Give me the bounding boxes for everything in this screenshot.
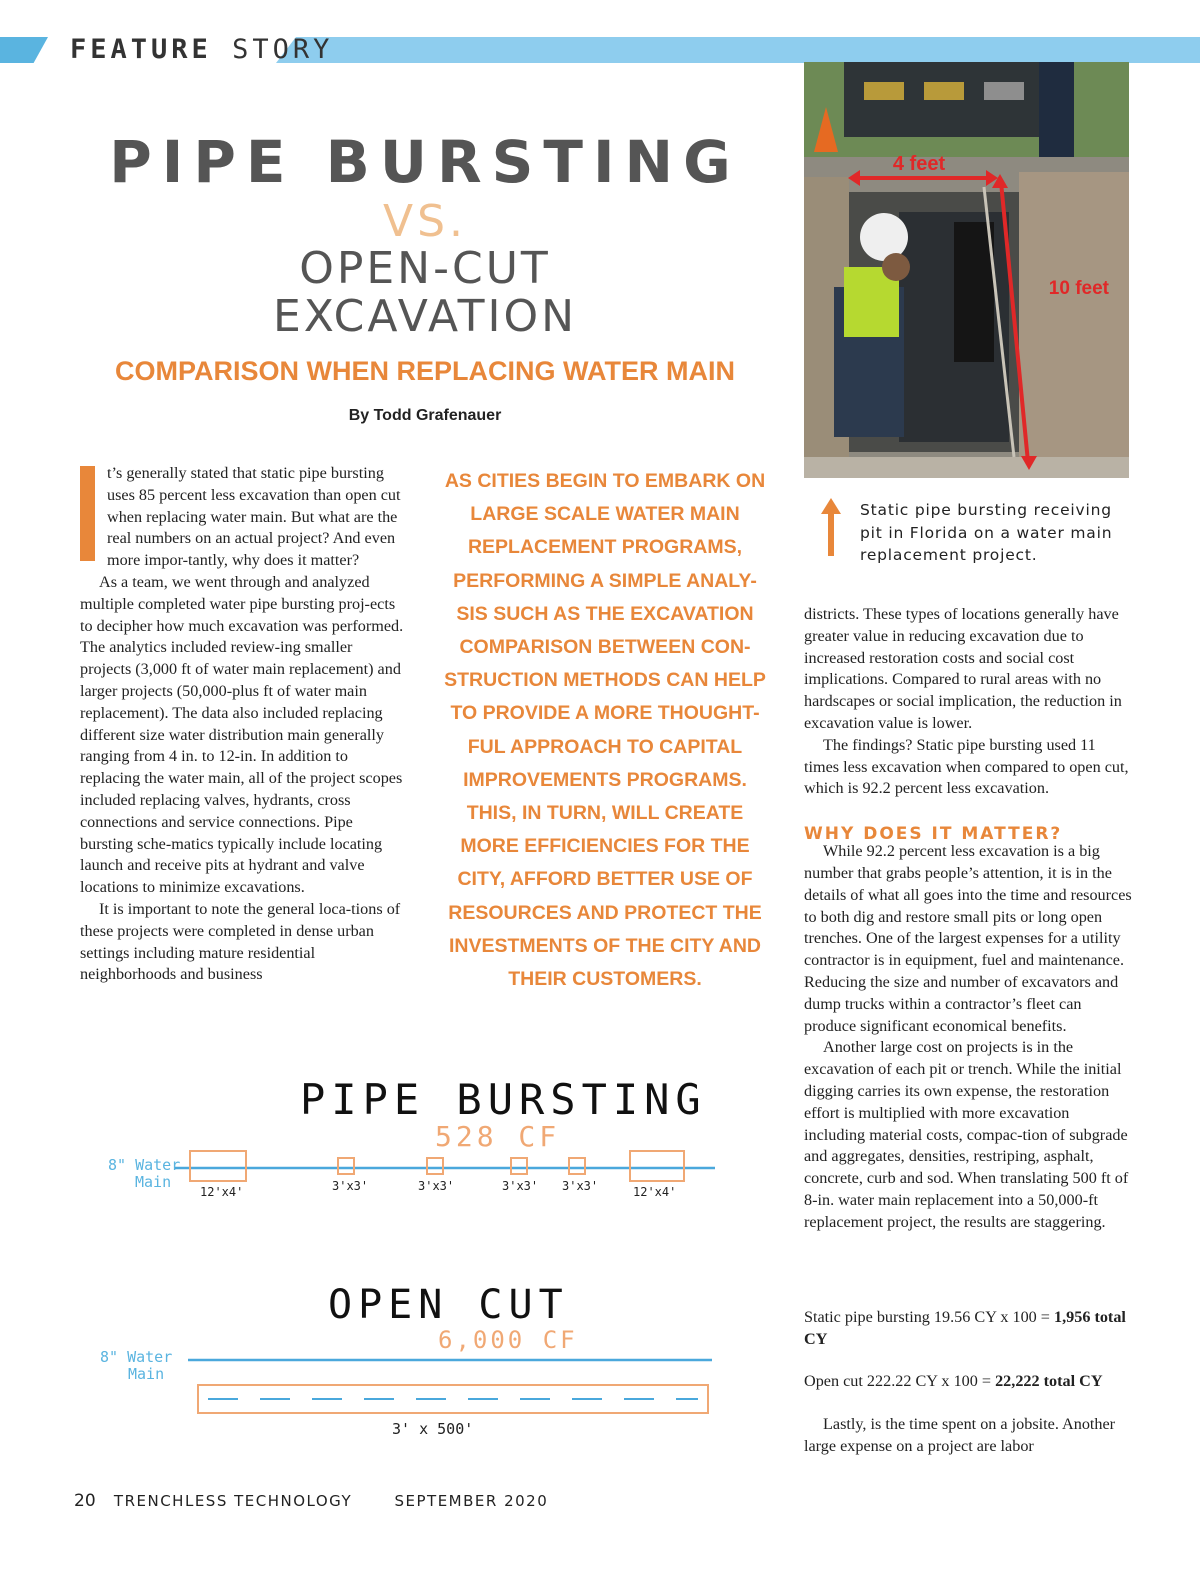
headline-main: PIPE BURSTING (109, 128, 741, 196)
pit-dimension: 3'x3' (418, 1179, 455, 1193)
photo-label-width: 4 feet (892, 153, 946, 175)
issue-date: SEPTEMBER 2020 (394, 1492, 549, 1510)
pit-dimension: 3'x3' (332, 1179, 369, 1193)
subtitle: COMPARISON WHEN REPLACING WATER MAIN (115, 356, 735, 386)
excavation-photo (804, 62, 1129, 478)
pit-dimension: 12'x4' (200, 1185, 244, 1199)
trench-dimension: 3' x 500' (392, 1420, 474, 1438)
article-column-1 (80, 463, 404, 986)
calc-total: 1,956 total CY (804, 1308, 1126, 1348)
pit (427, 1158, 443, 1174)
paragraph: It is important to note the general loca-tions of these projects were completed in dense urban settings including mature residential neighborhoods and business (80, 899, 401, 984)
pit (190, 1151, 246, 1181)
article-column-3-end (804, 1414, 1134, 1458)
paragraph: As a team, we went through and analyzed multiple completed water pipe bursting proj-ects to decipher how much excavation was performed. The analytics included review-ing smaller projects (3,000 ft of water main replacement) and larger projects (50,000-plus ft of water main replacement). The data also included replacing different size water distribution main generally ranging from 4 in. to 12-in. In addition to replacing the water main, all of the project scopes included replacing valves, hydrants, cross connections and service connections. Pipe bursting sche-matics typically include locating launch and receive pits at hydrant and valve locations to minimize excavations. (80, 572, 404, 897)
section-heading: WHY DOES IT MATTER? (804, 824, 1063, 844)
header-band-left (0, 37, 48, 63)
pit-dimension: 3'x3' (502, 1179, 539, 1193)
section-label-light: STORY (232, 34, 334, 65)
diagram-volume-open-cut: 6,000 CF (438, 1326, 578, 1354)
diagram-title-open-cut: OPEN CUT (328, 1282, 569, 1328)
section-label (70, 34, 333, 65)
headline-vs: VS. (382, 196, 467, 247)
page-number: 20 (74, 1491, 96, 1511)
paragraph: Another large cost on projects is in the excavation of each pit or trench. While the initial digging carries its own expense, the restoration effort is multiplied with more excavation including material costs, compac-tion of subgrade and aggregates, densities, restriping, asphalt, concrete, curb and sod. When translating 500 ft of 8-in. water main replacement into a 50,000-ft replacement project, the results are staggering. (804, 1038, 1129, 1231)
calculation-open-cut (804, 1371, 1134, 1393)
photo-caption: Static pipe bursting receiving pit in Florida on a water main replacement project. (860, 501, 1113, 564)
headline-secondary (80, 245, 770, 341)
drop-cap (80, 466, 95, 561)
up-arrow-icon (820, 498, 842, 560)
pit (338, 1158, 354, 1174)
headline-line2: OPEN-CUT (299, 243, 551, 294)
headline-line3: EXCAVATION (272, 291, 578, 342)
article-column-3 (804, 604, 1134, 1234)
pit-dimension: 3'x3' (562, 1179, 599, 1193)
pit (569, 1158, 585, 1174)
paragraph: t’s generally stated that static pipe bursting uses 85 percent less excavation than open cut when replacing water main. But what are the real numbers on an actual project? And even more impor-tantly, why does it matter? (107, 464, 401, 570)
calc-text: Open cut 222.22 CY x 100 = (804, 1372, 996, 1390)
calculation-pipe-bursting (804, 1307, 1134, 1351)
diagram-title-pipe-bursting: PIPE BURSTING (300, 1075, 707, 1124)
paragraph: While 92.2 percent less excavation is a big number that grabs people’s attention, it is in the details of what all goes into the time and resources to both dig and restore small pits or long open trenches. One of the largest expenses for a utility contractor is in equipment, fuel and maintenance. Reducing the size and number of excavators and dump trucks within a contractor’s fleet can produce significant economical benefits. (804, 842, 1132, 1035)
excavation-diagram (90, 1050, 770, 1450)
page-footer (74, 1491, 548, 1511)
water-main-label: Main (128, 1365, 165, 1383)
diagram-volume-pipe-bursting: 528 CF (435, 1120, 561, 1153)
pit-dimension: 12'x4' (633, 1185, 677, 1199)
byline: By Todd Grafenauer (348, 407, 502, 424)
publication-name: TRENCHLESS TECHNOLOGY (113, 1492, 353, 1510)
header-band-right (276, 37, 1200, 63)
paragraph: The findings? Static pipe bursting used 11 times less excavation when compared to open cut, which is 92.2 percent less excavation. (804, 735, 1129, 798)
water-main-label: 8" Water (108, 1156, 181, 1174)
water-main-label: 8" Water (100, 1348, 173, 1366)
paragraph: Lastly, is the time spent on a jobsite. Another large expense on a project are labor (804, 1415, 1116, 1455)
section-label-bold: FEATURE (70, 34, 212, 65)
calc-total: 22,222 total CY (995, 1372, 1103, 1390)
pit (511, 1158, 527, 1174)
water-main-label: Main (135, 1173, 172, 1191)
calc-text: Static pipe bursting 19.56 CY x 100 = (804, 1308, 1054, 1326)
pit (630, 1151, 684, 1181)
photo-label-depth: 10 feet (1048, 278, 1109, 299)
pull-quote: AS CITIES BEGIN TO EMBARK ON LARGE SCALE WATER MAIN REPLACEMENT PROGRAMS, PERFORMING A SIMPLE ANALY-SIS SUCH AS THE EXCAVATION COMPARISON BETWEEN CON-STRUCTION METHODS CAN HELP TO PROVIDE A MORE THOUGHT-FUL APPROACH TO CAPITAL IMPROVEMENTS PROGRAMS. THIS, IN TURN, WILL CREATE MORE EFFICIENCIES FOR THE CITY, AFFORD BETTER USE OF RESOURCES AND PROTECT THE INVESTMENTS OF THE CITY AND THEIR CUSTOMERS. (444, 470, 766, 991)
paragraph: districts. These types of locations generally have greater value in reducing excavation due to increased restoration costs and social cost implications. Compared to rural areas with no hardscapes or social implication, the reduction in excavation value is lower. (804, 605, 1122, 732)
